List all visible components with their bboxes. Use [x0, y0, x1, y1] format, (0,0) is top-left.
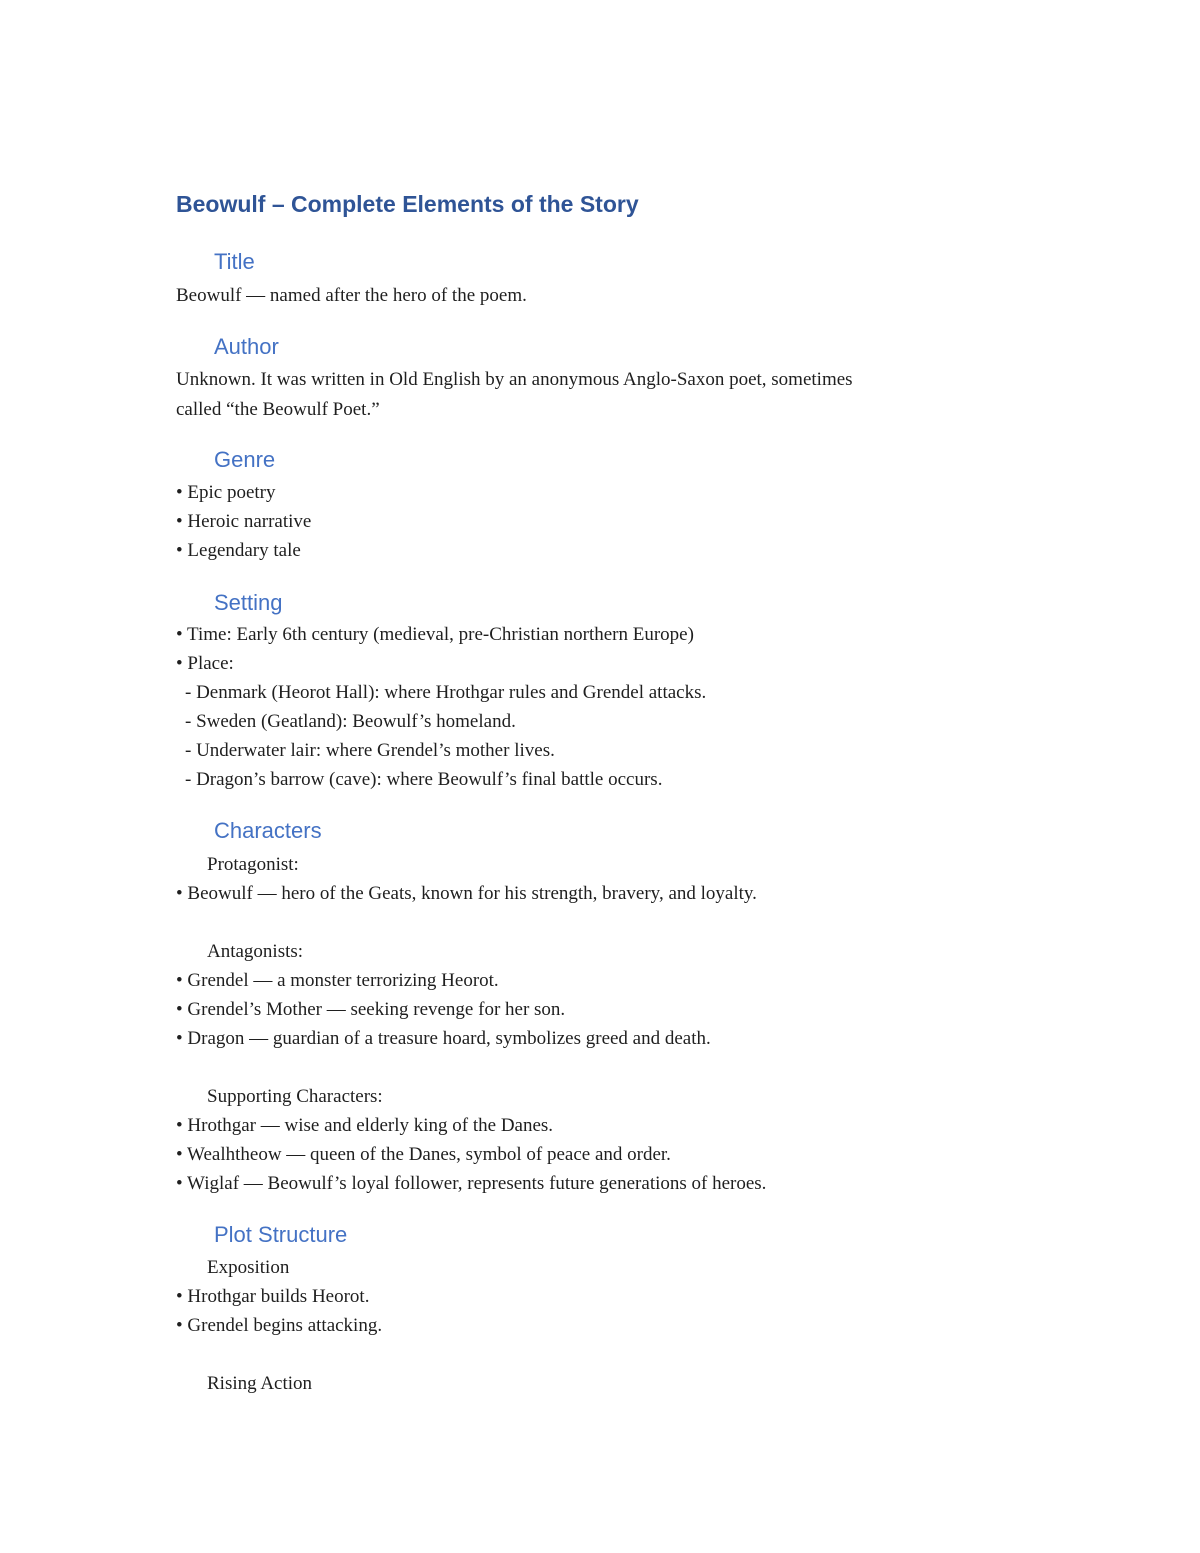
exposition-label: Exposition — [207, 1257, 290, 1278]
supporting-item: • Wealhtheow — queen of the Danes, symbol of peace and order. — [176, 1144, 671, 1165]
antagonist-item: • Grendel’s Mother — seeking revenge for her son. — [176, 999, 566, 1020]
antagonists-label: Antagonists: — [207, 941, 304, 962]
protagonist-label: Protagonist: — [207, 854, 299, 875]
author-text-line: Unknown. It was written in Old English by an anonymous Anglo-Saxon poet, sometimes — [176, 369, 853, 390]
setting-place: - Underwater lair: where Grendel’s mother lives. — [185, 740, 555, 761]
heading-author: Author — [214, 334, 279, 359]
document-title: Beowulf – Complete Elements of the Story — [176, 191, 639, 217]
supporting-item: • Wiglaf — Beowulf’s loyal follower, represents future generations of heroes. — [176, 1173, 767, 1194]
setting-place: - Dragon’s barrow (cave): where Beowulf’s final battle occurs. — [185, 769, 663, 790]
heading-setting: Setting — [214, 590, 283, 615]
heading-genre: Genre — [214, 447, 276, 472]
genre-item: • Epic poetry — [176, 482, 276, 503]
exposition-item: • Grendel begins attacking. — [176, 1315, 383, 1336]
title-text: Beowulf — named after the hero of the poem. — [176, 285, 527, 306]
supporting-item: • Hrothgar — wise and elderly king of the Danes. — [176, 1115, 554, 1136]
heading-characters: Characters — [214, 818, 322, 843]
heading-title: Title — [214, 249, 255, 274]
supporting-label: Supporting Characters: — [207, 1086, 383, 1107]
setting-item: • Time: Early 6th century (medieval, pre-Christian northern Europe) — [176, 624, 694, 645]
setting-place: - Sweden (Geatland): Beowulf’s homeland. — [185, 711, 516, 732]
protagonist-item: • Beowulf — hero of the Geats, known for his strength, bravery, and loyalty. — [176, 883, 757, 904]
setting-item: • Place: — [176, 653, 234, 674]
genre-item: • Heroic narrative — [176, 511, 312, 532]
exposition-item: • Hrothgar builds Heorot. — [176, 1286, 370, 1307]
setting-place: - Denmark (Heorot Hall): where Hrothgar rules and Grendel attacks. — [185, 682, 707, 703]
antagonist-item: • Grendel — a monster terrorizing Heorot. — [176, 970, 499, 991]
rising-action-label: Rising Action — [207, 1373, 313, 1394]
heading-plot-structure: Plot Structure — [214, 1222, 348, 1247]
genre-item: • Legendary tale — [176, 540, 301, 561]
antagonist-item: • Dragon — guardian of a treasure hoard, symbolizes greed and death. — [176, 1028, 711, 1049]
author-text-line: called “the Beowulf Poet.” — [176, 399, 380, 420]
